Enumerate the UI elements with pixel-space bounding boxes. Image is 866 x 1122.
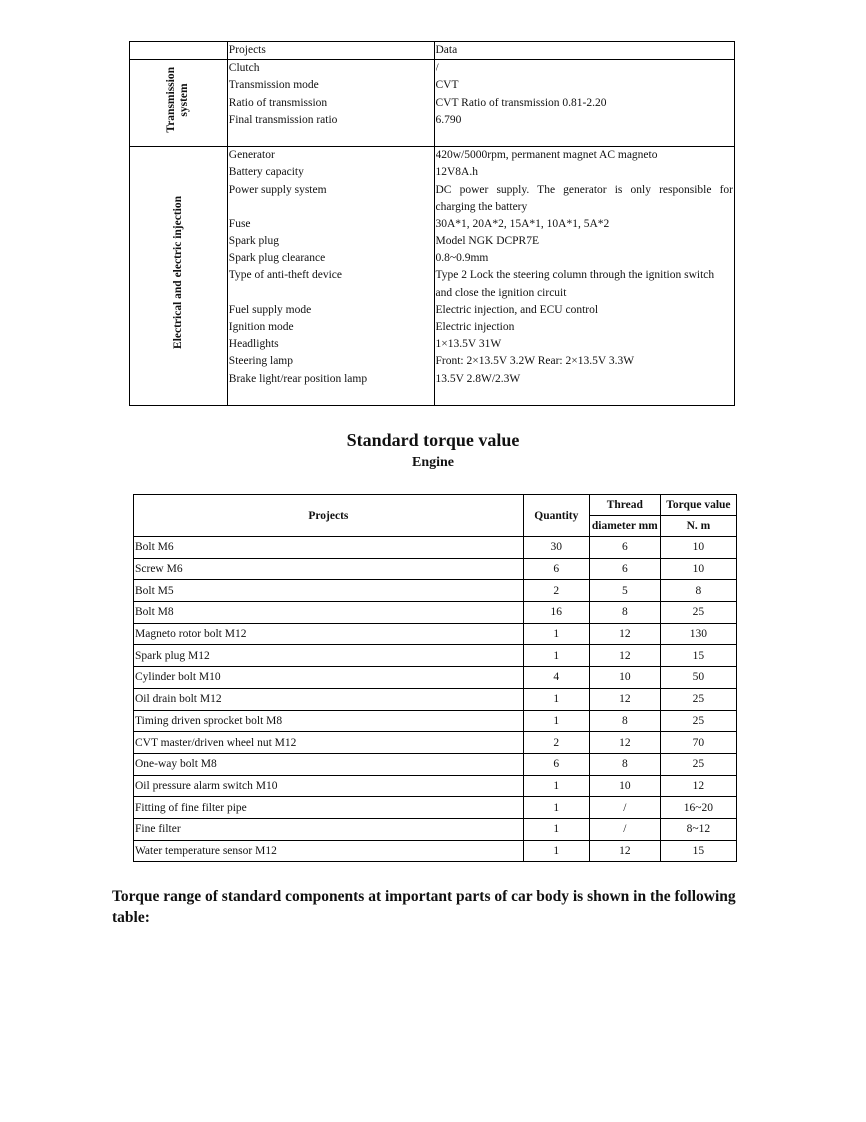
spec-project: Fuse (228, 217, 251, 230)
torque-value-cell: 8~12 (660, 818, 736, 840)
torque-header-line1: Torque value (661, 495, 736, 516)
spec-project: Ignition mode (228, 321, 294, 334)
torque-quantity-cell: 16 (523, 602, 589, 624)
torque-project-cell: One-way bolt M8 (134, 753, 524, 775)
torque-value-cell: 16~20 (660, 797, 736, 819)
torque-project-cell: Water temperature sensor M12 (134, 840, 524, 862)
torque-row (134, 645, 737, 667)
torque-quantity-cell: 6 (523, 753, 589, 775)
torque-value-cell: 25 (660, 753, 736, 775)
torque-thread-cell: 12 (589, 623, 660, 645)
spec-project: Final transmission ratio (228, 113, 338, 126)
spec-project: Clutch (228, 62, 260, 75)
spec-value: 1×13.5V 31W (435, 338, 502, 351)
torque-project-cell: Screw M6 (134, 558, 524, 580)
torque-header-torque (660, 495, 736, 537)
spec-project: Generator (228, 149, 275, 162)
torque-thread-cell: / (589, 818, 660, 840)
torque-quantity-cell: 1 (523, 775, 589, 797)
torque-thread-cell: 8 (589, 753, 660, 775)
torque-thread-cell: 6 (589, 537, 660, 559)
torque-project-cell: Cylinder bolt M10 (134, 667, 524, 689)
torque-project-cell: Oil pressure alarm switch M10 (134, 775, 524, 797)
torque-row (134, 558, 737, 580)
spec-project: Spark plug (228, 235, 279, 248)
torque-project-cell: Bolt M5 (134, 580, 524, 602)
spec-header-projects: Projects (227, 42, 434, 60)
torque-value-cell: 15 (660, 840, 736, 862)
torque-header-quantity: Quantity (523, 495, 589, 537)
torque-value-cell: 25 (660, 710, 736, 732)
torque-row (134, 580, 737, 602)
spec-value: DC power supply. The generator is only responsible for charging the battery (435, 183, 733, 213)
spec-project: Headlights (228, 338, 279, 351)
torque-project-cell: Oil drain bolt M12 (134, 688, 524, 710)
torque-title: Standard torque value (346, 430, 520, 450)
torque-project-cell: Fine filter (134, 818, 524, 840)
torque-thread-cell: 12 (589, 840, 660, 862)
torque-thread-cell: 12 (589, 732, 660, 754)
torque-header-row (134, 495, 737, 537)
spec-value: 420w/5000rpm, permanent magnet AC magneto (435, 149, 658, 162)
torque-thread-cell: 10 (589, 667, 660, 689)
torque-quantity-cell: 30 (523, 537, 589, 559)
torque-header-line2: N. m (686, 520, 711, 532)
spec-project: Type of anti-theft device (228, 269, 342, 282)
spec-value: 12V8A.h (435, 166, 478, 179)
torque-quantity-cell: 1 (523, 645, 589, 667)
spec-value: Electric injection, and ECU control (435, 303, 599, 316)
spec-value: Electric injection (435, 321, 515, 334)
torque-value-cell: 25 (660, 602, 736, 624)
torque-quantity-cell: 1 (523, 623, 589, 645)
spec-table (129, 41, 735, 406)
transmission-label-text: Transmission system (165, 67, 191, 133)
torque-row (134, 753, 737, 775)
torque-quantity-cell: 1 (523, 710, 589, 732)
torque-value-cell: 15 (660, 645, 736, 667)
torque-quantity-cell: 4 (523, 667, 589, 689)
torque-row (134, 667, 737, 689)
spec-header-data: Data (434, 42, 735, 60)
spec-project: Power supply system (228, 183, 327, 196)
spec-value: 30A*1, 20A*2, 15A*1, 10A*1, 5A*2 (435, 217, 610, 230)
spec-value: 13.5V 2.8W/2.3W (435, 372, 521, 385)
transmission-section (130, 60, 735, 147)
torque-value-cell: 130 (660, 623, 736, 645)
transmission-data (434, 60, 735, 147)
torque-table (133, 494, 737, 862)
spec-project: Transmission mode (228, 79, 319, 92)
torque-header-projects: Projects (134, 495, 524, 537)
spec-project: Fuel supply mode (228, 303, 312, 316)
torque-thread-cell: / (589, 797, 660, 819)
spec-value: 0.8~0.9mm (435, 252, 489, 265)
torque-project-cell: Magneto rotor bolt M12 (134, 623, 524, 645)
torque-value-cell: 70 (660, 732, 736, 754)
torque-quantity-cell: 2 (523, 580, 589, 602)
spec-header-row (130, 42, 735, 60)
torque-value-cell: 25 (660, 688, 736, 710)
spec-project: Brake light/rear position lamp (228, 372, 368, 385)
torque-row (134, 775, 737, 797)
footer-paragraph: Torque range of standard components at important parts of car body is shown in the following table: (112, 888, 736, 926)
electrical-section (130, 147, 735, 406)
torque-thread-cell: 6 (589, 558, 660, 580)
spec-value: CVT Ratio of transmission 0.81-2.20 (435, 96, 607, 109)
spec-project: Spark plug clearance (228, 252, 326, 265)
torque-quantity-cell: 1 (523, 840, 589, 862)
torque-row (134, 623, 737, 645)
torque-thread-cell: 10 (589, 775, 660, 797)
electrical-projects (227, 147, 434, 406)
spec-value: Model NGK DCPR7E (435, 235, 540, 248)
torque-value-cell: 12 (660, 775, 736, 797)
torque-quantity-cell: 1 (523, 797, 589, 819)
torque-quantity-cell: 1 (523, 688, 589, 710)
transmission-section-label (130, 60, 228, 147)
torque-row (134, 710, 737, 732)
torque-value-cell: 8 (660, 580, 736, 602)
thread-header-line2: diameter mm (591, 520, 658, 532)
torque-thread-cell: 12 (589, 645, 660, 667)
torque-project-cell: Bolt M6 (134, 537, 524, 559)
torque-header-thread (589, 495, 660, 537)
torque-row (134, 688, 737, 710)
electrical-section-label (130, 147, 228, 406)
electrical-label-text: Electrical and electric injection (171, 196, 184, 350)
torque-thread-cell: 8 (589, 602, 660, 624)
torque-project-cell: Spark plug M12 (134, 645, 524, 667)
torque-project-cell: CVT master/driven wheel nut M12 (134, 732, 524, 754)
torque-row (134, 840, 737, 862)
torque-value-cell: 10 (660, 537, 736, 559)
torque-quantity-cell: 6 (523, 558, 589, 580)
spec-value: Type 2 Lock the steering column through the ignition switch and close the ignition circuit (435, 269, 715, 299)
torque-project-cell: Bolt M8 (134, 602, 524, 624)
torque-quantity-cell: 1 (523, 818, 589, 840)
torque-row (134, 732, 737, 754)
torque-thread-cell: 12 (589, 688, 660, 710)
torque-thread-cell: 8 (589, 710, 660, 732)
spec-value: 6.790 (435, 113, 462, 126)
torque-project-cell: Fitting of fine filter pipe (134, 797, 524, 819)
torque-row (134, 537, 737, 559)
torque-thread-cell: 5 (589, 580, 660, 602)
spec-project: Battery capacity (228, 166, 304, 179)
torque-value-cell: 10 (660, 558, 736, 580)
spec-value: Front: 2×13.5V 3.2W Rear: 2×13.5V 3.3W (435, 355, 635, 368)
torque-quantity-cell: 2 (523, 732, 589, 754)
torque-row (134, 797, 737, 819)
spec-value: / (435, 62, 439, 75)
torque-value-cell: 50 (660, 667, 736, 689)
electrical-data (434, 147, 735, 406)
thread-header-line1: Thread (590, 495, 660, 516)
torque-row (134, 602, 737, 624)
torque-project-cell: Timing driven sprocket bolt M8 (134, 710, 524, 732)
torque-subtitle: Engine (411, 455, 454, 470)
transmission-projects (227, 60, 434, 147)
spec-value: CVT (435, 79, 459, 92)
spec-project: Ratio of transmission (228, 96, 328, 109)
spec-header-blank (130, 42, 228, 60)
spec-project: Steering lamp (228, 355, 293, 368)
torque-body (134, 537, 737, 862)
torque-row (134, 818, 737, 840)
